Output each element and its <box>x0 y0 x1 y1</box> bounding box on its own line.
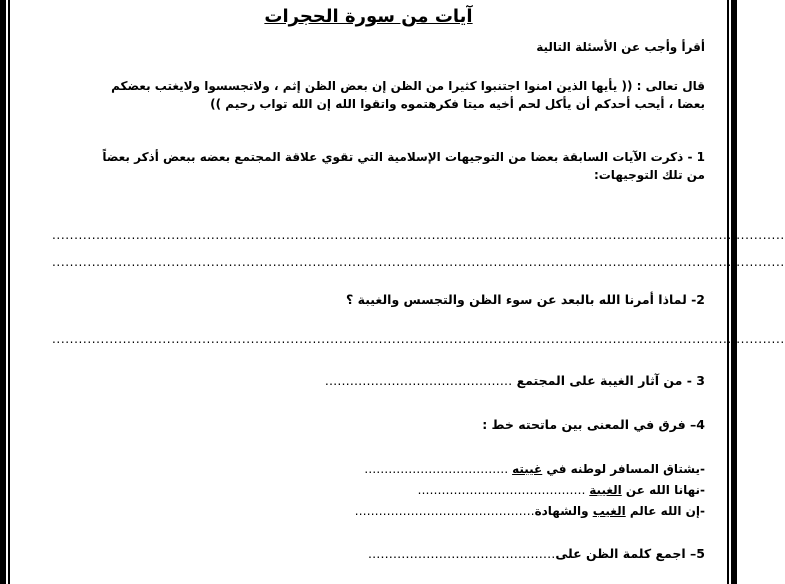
item-2-text: -نهانا الله عن <box>621 483 705 497</box>
question-3-answer-dots[interactable]: ……………………………………… <box>324 373 513 388</box>
question-5 <box>368 546 705 561</box>
item-3-underlined-word: الغيب <box>592 504 626 518</box>
question-4-item-1 <box>364 462 705 476</box>
item-1-text: -يشتاق المسافر لوطنه في <box>542 462 705 476</box>
page-title: آيات من سورة الحجرات <box>264 6 473 27</box>
question-5-text: 5– اجمع كلمة الظن على <box>555 546 705 561</box>
question-5-answer-dots[interactable]: ……………………………………… <box>367 546 556 561</box>
item-2-answer-dots[interactable]: …………………………………… <box>417 483 590 497</box>
question-3 <box>325 373 705 388</box>
item-3-text: -إن الله عالم <box>625 504 705 518</box>
item-3-text-after: والشهادة <box>534 504 593 518</box>
answer-line-q2[interactable]: ...................................................................................................................................................................... <box>52 332 785 346</box>
question-1-line-2: من تلك التوجيهات: <box>593 168 705 182</box>
item-1-answer-dots[interactable]: ……………………………… <box>364 462 513 476</box>
question-4-item-2 <box>417 483 705 497</box>
item-1-underlined-word: غيبته <box>512 462 543 476</box>
verse-line-2: بعضا ، أيحب أحدكم أن يأكل لحم أخيه ميتا فكرهتموه واتقوا الله إن الله تواب رحيم )) <box>210 97 705 111</box>
item-2-underlined-word: الغيبة <box>589 483 622 497</box>
instruction-text: أقرأ وأجب عن الأسئلة التالية <box>536 40 705 54</box>
question-3-text: 3 - من آثار الغيبة على المجتمع <box>516 373 705 388</box>
item-3-answer-dots[interactable]: ……………………………………… <box>354 504 535 518</box>
question-1-line-1: 1 - ذكرت الآيات السابقة بعضا من التوجيهات الإسلامية التي تقوي علاقة المجتمع بعضه ببعض أذكر بعضاً <box>102 150 705 164</box>
question-4: 4– فرق في المعنى بين ماتحته خط : <box>482 417 705 432</box>
answer-line-q1-b[interactable]: ...................................................................................................................................................................... <box>52 255 785 269</box>
question-4-item-3 <box>355 504 705 518</box>
answer-line-q1-a[interactable]: ...................................................................................................................................................................... <box>52 228 785 242</box>
question-2: 2- لماذا أمرنا الله بالبعد عن سوء الظن والتجسس والغيبة ؟ <box>346 292 705 307</box>
verse-line-1: قال تعالى : (( يأيها الذين امنوا اجتنبوا كثيرا من الظن إن بعض الظن إثم ، ولاتجسسوا ولايغتب بعضكم <box>111 79 705 93</box>
